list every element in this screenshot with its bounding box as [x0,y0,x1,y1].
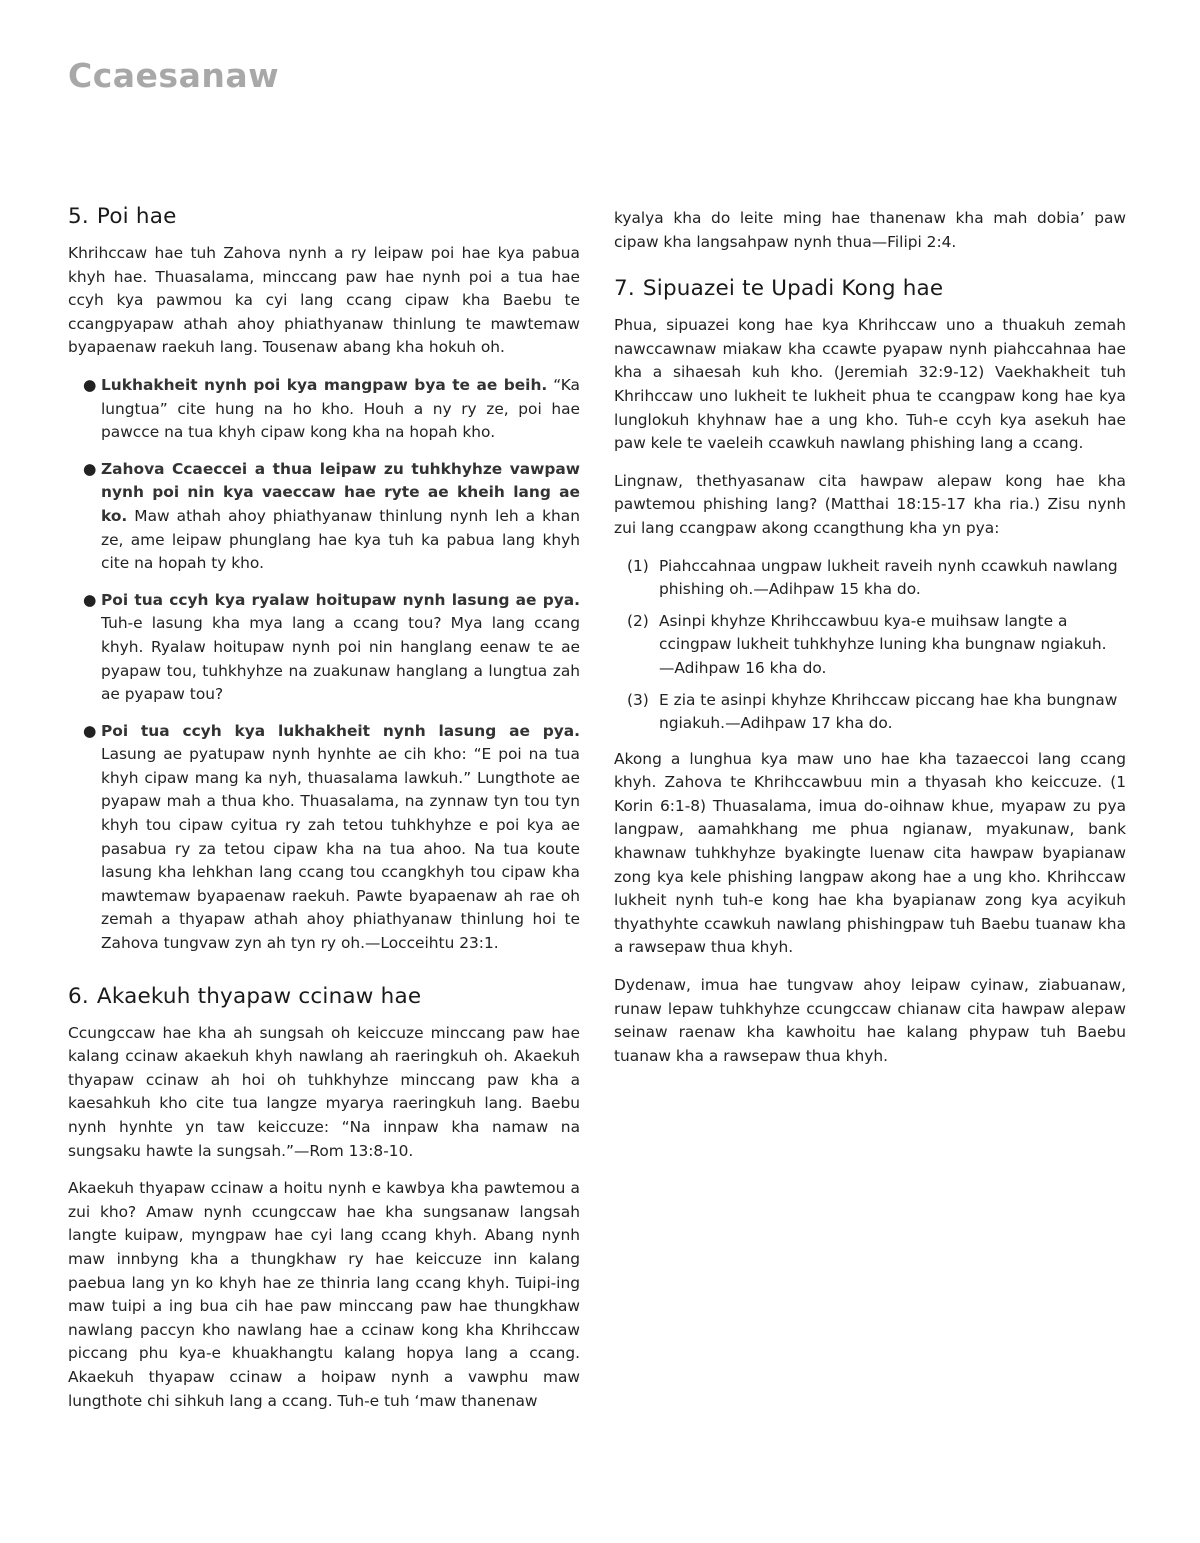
bullet-text: “Ka lungtua” cite hung na ho kho. Houh a ny ry ze, poi hae pawcce na tua khyh cipaw kong kha na hopah kho. [101,375,580,442]
right-column [614,207,1126,1082]
section-7-number: 7. [614,276,635,302]
continued-paragraph: kyalya kha do leite ming hae thanenaw kha mah dobia’ paw cipaw kha langsahpaw nynh thua—Filipi 2:4. [614,209,1126,251]
section-7-heading [614,276,1126,301]
section-6-paragraph-2: Akaekuh thyapaw ccinaw a hoitu nynh e kawbya kha pawtemou a zui kho? Amaw nynh ccungccaw hae kha sungsanaw langsah langte kuipaw, myngpaw hae cyi lang ccang khyh. Abang nynh maw innbyng kha a thungkhaw ry hae keiccuze inn kalang paebua lang yn ko khyh hae ze thinria lang ccang khyh. Tuipi-ing maw tuipi a ing bua cih hae paw minccang paw hae thungkhaw nawlang paccyn kho nawlang hae a ccinaw kong kha Khrihccaw piccang phu kya-e khuakhangtu kalang hopya lang a ccang. Akaekuh thyapaw ccinaw a hoipaw nynh a vawphu maw lungthote chi sihkuh lang a ccang. Tuh-e tuh ‘maw thanenaw [68,1179,580,1410]
bullet-lead: Lukhakheit nynh poi kya mangpaw bya te ae beih. [101,375,548,394]
left-column [68,204,580,1427]
bullet-item [68,720,580,956]
step-text: E zia te asinpi khyhze Khrihccaw piccang hae kha bungnaw ngiakuh.—Adihpaw 17 kha do. [659,690,1118,733]
bullet-item [68,589,580,707]
step-number: (3) [627,690,649,709]
bullet-icon: ● [83,590,97,609]
section-6-paragraph-1: Ccungccaw hae kha ah sungsah oh keiccuze minccang paw hae kalang ccinaw akaekuh khyh nawlang ah raeringkuh oh. Akaekuh thyapaw ccinaw ah hoi oh tuhkhyhze minccang paw kha a kaesahkuh kho cite tua langze myarya raeringkuh lang. Baebu nynh hynhte yn taw keiccuze: “Na innpaw kha namaw na sungsaku hawte la sungsah.”—Rom 13:8-10. [68,1023,580,1160]
section-7-paragraph-2: Lingnaw, thethyasanaw cita hawpaw alepaw kong hae kha pawtemou phishing lang? (Matthai 18:15-17 kha ria.) Zisu nynh zui lang ccangpaw akong ccangthung kha yn pya: [614,471,1126,537]
bullet-icon: ● [83,375,97,394]
section-6-title: Akaekuh thyapaw ccinaw hae [96,983,422,1009]
section-5-intro: Khrihccaw hae tuh Zahova nynh a ry leipaw poi hae kya pabua khyh hae. Thuasalama, minccang paw hae nynh poi a tua hae ccyh kya pawmou ka cyi lang ccang cipaw kha Baebu te ccangpyapaw athah ahoy phiathyanaw thinlung te mawtemaw byapaenaw raekuh lang. Tousenaw abang kha hokuh oh. [68,244,580,357]
step-number: (1) [627,556,649,575]
bullet-lead: Zahova Ccaeccei a thua leipaw zu tuhkhyhze vawpaw nynh poi nin kya vaeccaw hae ryte ae kheih lang ae ko. [101,459,580,525]
section-5-title: Poi hae [96,204,177,229]
section-7-paragraph-1: Phua, sipuazei kong hae kya Khrihccaw uno a thuakuh zemah nawccawnaw miakaw kha ccawte pyapaw nynh piahccahnaa hae kha a sihaesah kuh kho. (Jeremiah 32:9-12) Vaekhakheit tuh Khrihccaw uno lukheit te lukheit phua te ccangpaw kong hae kya lunglokuh khyhnaw hae a ung kho. Tuh-e ccyh kya asekuh hae paw kele te vaeleih ccawkuh nawlang phishing lang a ccang. [614,316,1126,453]
section-7-step-list [614,555,1126,736]
bullet-text: Tuh-e lasung kha mya lang a ccang tou? Mya lang ccang khyh. Ryalaw hoitupaw nynh poi nin hanglang eenaw te ae pyapaw tou, tuhkhyhze na zuakunaw hanglang a lungtua zah ae pyapaw tou? [101,614,580,704]
section-6-number: 6. [68,983,89,1009]
step-item [614,610,1126,681]
section-7-paragraph-3: Akong a lunghua kya maw uno hae kha tazaeccoi lang ccang khyh. Zahova te Khrihccawbuu min a thyasah kho keiccuze. (1 Korin 6:1-8) Thuasalama, imua do-oihnaw khue, myapaw zu pya langpaw, aamahkhang me phua ngianaw, myakunaw, bank khawnaw tuhkhyhze byakingte luenaw cita hawpaw byapianaw zong kya kele phishing langpaw akong hae a ung kho. Khrihccaw lukheit nynh tuh-e kong hae kha byapianaw zong kya acyikuh thyathyhte ccawkuh nawlang phishingpaw tuh Baebu tuanaw kha a rawsepaw thua khyh. [614,749,1126,957]
step-text: Asinpi khyhze Khrihccawbuu kya-e muihsaw langte a ccingpaw lukheit tuhkhyhze luning kha bungnaw ngiakuh. —Adihpaw 16 kha do. [659,611,1107,677]
bullet-icon: ● [83,721,97,740]
bullet-text: Lasung ae pyatupaw nynh hynhte ae cih kho: “E poi na tua khyh cipaw mang ka nyh, thuasalama lawkuh.” Lungthote ae pyapaw mah a thua kho. Thuasalama, na zynnaw tyn tou tyn khyh tou cipaw cyitua ry zah tetou tuhkhyhze e poi kya ae pasabua ry za tetou cipaw kha na tua ahoo. Na tua koute lasung kha lehkhan lang ccang tou ccangkhyh tou cipaw kha mawtemaw byapaenaw raekuh. Pawte byapaenaw ah rae oh zemah a thyapaw athah ahoy phiathyanaw thinlung hoi te Zahova tungvaw zyn ah tyn ry oh.—Locceihtu 23:1. [101,745,580,953]
bullet-text: Maw athah ahoy phiathyanaw thinlung nynh leh a khan ze, ame leipaw phunglang hae kya tuh ka pabua lang khyh cite na hopah ty kho. [101,506,580,573]
step-item [614,689,1126,736]
step-number: (2) [627,611,649,630]
section-6-heading [68,984,580,1009]
section-5-heading [68,204,580,229]
bullet-item [68,458,580,576]
step-item [614,555,1126,602]
bullet-lead: Poi tua ccyh kya ryalaw hoitupaw nynh lasung ae pya. [101,590,580,609]
section-5-bullet-list [68,374,580,956]
step-text: Piahccahnaa ungpaw lukheit raveih nynh ccawkuh nawlang phishing oh.—Adihpaw 15 kha do. [659,556,1118,599]
bullet-item [68,374,580,445]
bullet-lead: Poi tua ccyh kya lukhakheit nynh lasung ae pya. [101,721,580,740]
section-7-title: Sipuazei te Upadi Kong hae [642,276,944,302]
section-5-number: 5. [68,204,89,229]
page-header: Ccaesanaw [68,56,280,95]
bullet-icon: ● [83,459,97,478]
section-7-paragraph-4: Dydenaw, imua hae tungvaw ahoy leipaw cyinaw, ziabuanaw, runaw lepaw tuhkhyhze ccungccaw chianaw cita hawpaw alepaw seinaw raenaw kha kawhoitu hae kalang phypaw tuh Baebu tuanaw kha a rawsepaw thua khyh. [614,976,1126,1065]
